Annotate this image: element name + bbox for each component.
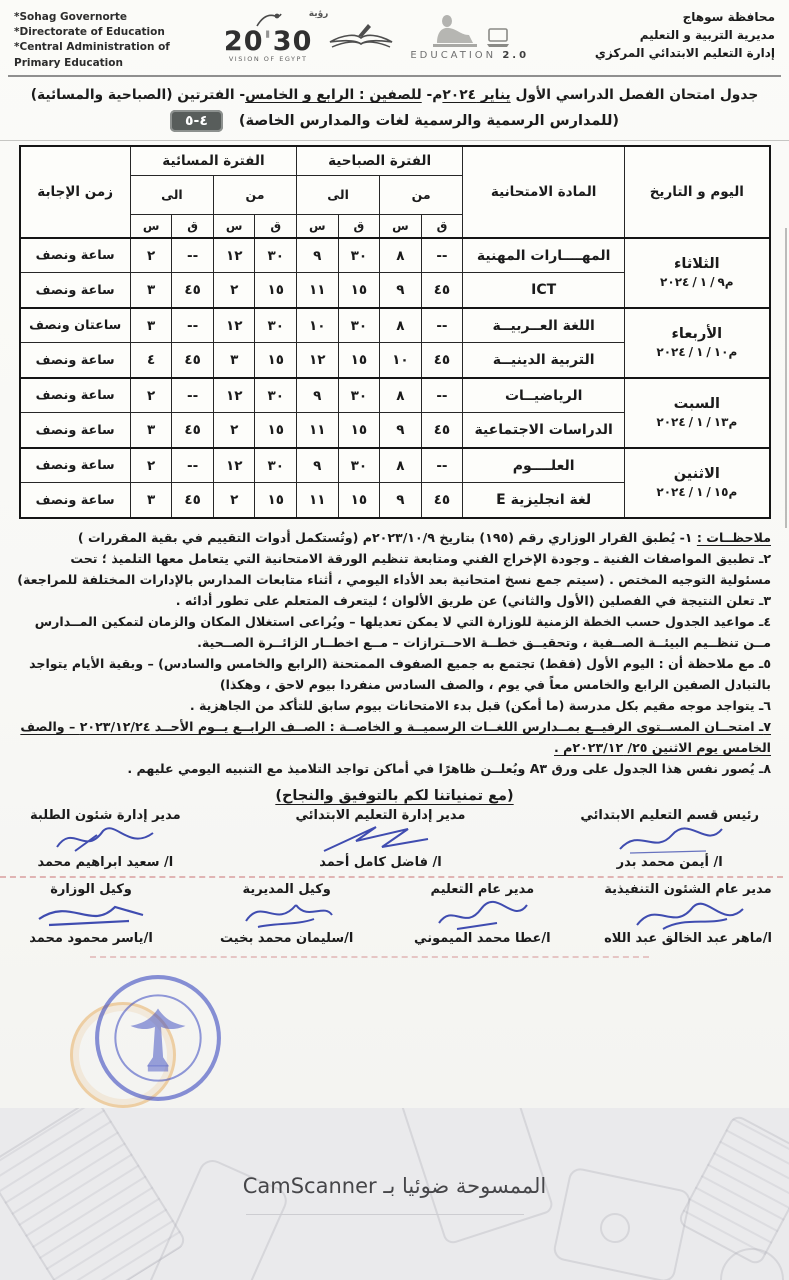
note-item: ٨ـ يُصور نفس هذا الجدول على ورق A٣ ويُعلــن ظاهرًا في أماكن تواجد التلاميذ مع التنبيه اليومي عليهم .	[127, 761, 771, 777]
time-cell: ٩	[297, 448, 339, 483]
time-cell: ١٠	[380, 343, 422, 378]
signatory-title: وكيل الوزارة	[50, 881, 132, 897]
time-cell: ٣	[130, 308, 172, 343]
time-cell: ٩	[297, 378, 339, 413]
time-cell: ٨	[380, 308, 422, 343]
signature-scribble	[232, 895, 342, 935]
signature-block	[30, 808, 181, 870]
time-cell: ٤٥	[172, 343, 214, 378]
exam-date: م٢٠٢٤ / ١ / ٩	[660, 275, 734, 290]
eagle-emblem-icon	[131, 1009, 186, 1067]
governorate-line: محافظة سوهاج	[682, 10, 775, 24]
table-row	[20, 308, 770, 343]
education-logo-text: EDUCATION 2.0	[410, 50, 530, 62]
time-cell: ٣٠	[255, 308, 297, 343]
time-cell: ١٥	[255, 273, 297, 308]
time-cell: ٣٠	[338, 308, 380, 343]
signatory-title: مدير عام التعليم	[430, 881, 535, 897]
note-item: ٢ـ تطبيق المواصفات الفنية ـ وجودة الإخراج الفني ومتابعة تنظيم الورقة الامتحانية التي يتعامل معها التلميذ ؛ تحت مسئولية التوجيه المختص . (سيتم جمع نسخ امتحانية بعد الأداء اليومي ، أثناء متابعات المدارس بالإدارات المختلفة للمراجعة)	[17, 551, 771, 587]
time-cell: ٩	[380, 273, 422, 308]
signature-scribble	[45, 821, 165, 859]
time-cell: ٤٥	[421, 483, 463, 518]
time-cell: ٢	[213, 413, 255, 448]
signatures-row-2	[0, 882, 789, 946]
header-hours: س	[130, 214, 172, 238]
time-cell: ٣٠	[338, 238, 380, 273]
header-answer-time: زمن الإجابة	[20, 146, 131, 238]
header-day-date: اليوم و التاريخ	[625, 146, 770, 238]
egypt-vision-2030-logo	[223, 9, 329, 63]
signature-scribble	[427, 895, 537, 935]
signatory-name: ا/ أيمن محمد بدر	[616, 854, 723, 870]
time-cell: ٣٠	[255, 448, 297, 483]
time-cell: ١٥	[255, 483, 297, 518]
time-cell: ١٥	[338, 343, 380, 378]
subject-cell: العلــــوم	[463, 448, 625, 483]
time-cell: --	[421, 238, 463, 273]
signature-scribble	[31, 895, 151, 935]
time-cell: --	[421, 448, 463, 483]
scribe-statue-icon	[429, 13, 481, 49]
day-date-cell: الثلاثاء م٢٠٢٤ / ١ / ٩	[625, 238, 770, 308]
answer-time-cell: ساعة ونصف	[20, 378, 131, 413]
note-item: ٧ـ امتحــان المســتوى الرفيــع بمــدارس اللغــات الرسميــة و الخاصــة : الصــف الرابــع يــوم الأحــد ٢٠٢٣/١٢/٢٤ – والصف الخامس يوم الاثنين ٢٥/ ٢٠٢٣/١٢م .	[20, 719, 771, 755]
subject-cell: الدراسات الاجتماعية	[463, 413, 625, 448]
time-cell: --	[172, 238, 214, 273]
signature-block	[212, 882, 362, 946]
notes-label: ملاحظــات :	[696, 529, 771, 545]
subject-cell: التربية الدينيــة	[463, 343, 625, 378]
scanned-by-text: الممسوحة ضوئيا بـ CamScanner	[242, 1174, 547, 1198]
signatory-title: مدير إدارة التعليم الابتدائي	[295, 807, 466, 823]
signatory-name: ا/ فاضل كامل أحمد	[319, 854, 442, 870]
exam-schedule-table	[19, 145, 771, 519]
signature-block	[16, 882, 166, 946]
time-cell: ٣	[130, 273, 172, 308]
signatory-name: ا/ياسر محمود محمد	[29, 930, 153, 946]
vision-caption: VISION OF EGYPT	[228, 55, 308, 63]
signatory-name: ا/عطا محمد الميموني	[414, 930, 551, 946]
signature-scribble	[610, 821, 730, 859]
document-subtitle-row	[0, 110, 789, 132]
table-row	[20, 378, 770, 413]
answer-time-cell: ساعة ونصف	[20, 483, 131, 518]
document-title: جدول امتحان الفصل الدراسي الأول يناير ٢٠٢٤م- للصفين : الرابع و الخامس- الفترتين (الصباحية والمسائية)	[30, 86, 759, 103]
time-cell: ١٠	[297, 308, 339, 343]
time-cell: ٨	[380, 448, 422, 483]
time-cell: ٢	[213, 273, 255, 308]
vision-2030-numbers: 20'30	[223, 26, 313, 57]
signatory-title: رئيس قسم التعليم الابتدائي	[580, 807, 759, 823]
time-cell: ٤	[130, 343, 172, 378]
signatory-name: ا/ماهر عبد الخالق عبد اللاه	[604, 930, 772, 946]
time-cell: ٤٥	[421, 273, 463, 308]
header-from: من	[380, 175, 463, 214]
time-cell: --	[172, 308, 214, 343]
document-subtitle: (للمدارس الرسمية والرسمية لغات والمدارس الخاصة)	[238, 112, 620, 129]
time-cell: --	[421, 308, 463, 343]
time-cell: ٣٠	[255, 238, 297, 273]
time-cell: ٤٥	[421, 413, 463, 448]
table-row	[20, 448, 770, 483]
scan-edge-artifact	[785, 228, 787, 528]
title-table-divider	[0, 140, 789, 141]
time-cell: ١٢	[213, 308, 255, 343]
header-to: الى	[130, 175, 213, 214]
header-morning-period: الفترة الصباحية	[297, 146, 463, 176]
answer-time-cell: ساعة ونصف	[20, 238, 131, 273]
answer-time-cell: ساعة ونصف	[20, 273, 131, 308]
header-hours: س	[380, 214, 422, 238]
note-item: ٦ـ يتواجد موجه مقيم بكل مدرسة (ما أمكن) قبل بدء الامتحانات بيوم سابق للتأكد من الجاهزية .	[189, 698, 771, 713]
subject-cell: ICT	[463, 273, 625, 308]
signature-block	[296, 808, 466, 870]
table-header-row-groups	[20, 146, 770, 176]
header-from: من	[213, 175, 296, 214]
english-letterhead: *Sohag Governorte *Directorate of Education *Central Administration of Primary Education	[14, 11, 170, 69]
signatory-title: مدير عام الشئون التنفيذية	[604, 881, 772, 897]
signature-block	[603, 882, 773, 946]
time-cell: ٨	[380, 238, 422, 273]
time-cell: ١٥	[338, 273, 380, 308]
header-hours: س	[213, 214, 255, 238]
dashed-separator	[0, 876, 783, 878]
logo-strip	[196, 8, 557, 63]
signature-block	[407, 882, 557, 946]
header-to: الى	[297, 175, 380, 214]
grade-badge: ٤-٥	[170, 110, 223, 132]
time-cell: ١٥	[338, 413, 380, 448]
day-date-cell: الأربعاء م٢٠٢٤ / ١ / ١٠	[625, 308, 770, 378]
time-cell: ٩	[380, 413, 422, 448]
time-cell: ١١	[297, 483, 339, 518]
exam-date: م٢٠٢٤ / ١ / ١٣	[656, 415, 738, 430]
time-cell: ١٢	[297, 343, 339, 378]
time-cell: ٣	[130, 483, 172, 518]
note-item: ملاحظــات : ١- يُطبق القرار الوزاري رقم (١٩٥) بتاريخ ٢٠٢٣/١٠/٩م (وتُستكمل أدوات التقييم في بقية المقررات )	[77, 529, 771, 545]
time-cell: --	[421, 378, 463, 413]
time-cell: ٣٠	[338, 448, 380, 483]
note-item: ٤ـ مواعيد الجدول حسب الخطة الزمنية للوزارة التي لا يمكن تعديلها – ويُراعى استغلال المكان والزمان لتمكين المــدارس مــن تنظــيم البيئــة الصــفية ، وتحقيــق خطــة الاحــترازات – مــع اخطــار الزائــرة الصــحية.	[34, 614, 771, 650]
time-cell: --	[172, 448, 214, 483]
answer-time-cell: ساعة ونصف	[20, 413, 131, 448]
education-2-logo	[410, 13, 529, 61]
time-cell: ٢	[130, 378, 172, 413]
signatory-name: ا/سليمان محمد بخيت	[220, 930, 354, 946]
time-cell: ١١	[297, 273, 339, 308]
document-header	[0, 0, 789, 73]
time-cell: ٩	[380, 483, 422, 518]
time-cell: ١١	[297, 413, 339, 448]
signatory-title: وكيل المديرية	[242, 881, 331, 897]
camscanner-footer	[0, 1108, 789, 1280]
note-item: ٣ـ تعلن النتيجة في الفصلين (الأول والثاني) عن طريق الألوان ؛ ليتعرف المتعلم على تطور أدائه .	[175, 593, 771, 609]
header-divider	[8, 75, 781, 77]
time-cell: ١٥	[255, 413, 297, 448]
note-item: ٥ـ مع ملاحظة أن : اليوم الأول (فقط) تجتمع به جميع الصفوف الممتحنة (الرابع والخامس والسادس) – وبقية الأيام يتواجد بالتبادل الصفين الرابع والخامس معاً في يوم ، والصف السادس منفردا بيوم لاحق ، وهكذا)	[29, 656, 771, 692]
time-cell: ٤٥	[172, 483, 214, 518]
signature-scribble	[623, 895, 753, 935]
directorate-line: مديرية التربية و التعليم	[639, 28, 775, 42]
answer-time-cell: ساعة ونصف	[20, 343, 131, 378]
header-minutes: ق	[255, 214, 297, 238]
time-cell: ٢	[130, 238, 172, 273]
closing-wishes: (مع تمنياتنا لكم بالتوفيق والنجاح)	[275, 787, 514, 804]
time-cell: ١٥	[255, 343, 297, 378]
exam-date: م٢٠٢٤ / ١ / ١٥	[656, 485, 738, 500]
arabic-letterhead	[557, 8, 775, 62]
time-cell: ١٢	[213, 238, 255, 273]
header-hours: س	[297, 214, 339, 238]
time-cell: ١٥	[338, 483, 380, 518]
dashed-separator	[90, 956, 649, 958]
day-date-cell: الاثنين م٢٠٢٤ / ١ / ١٥	[625, 448, 770, 518]
open-book-pen-icon	[324, 20, 398, 54]
circle-doodle	[720, 1248, 784, 1280]
time-cell: ٤٥	[172, 413, 214, 448]
notes-section	[16, 528, 771, 780]
time-cell: ١٢	[213, 378, 255, 413]
laptop-icon	[485, 27, 511, 49]
subject-cell: اللغة العــربيــة	[463, 308, 625, 343]
time-cell: ٢	[213, 483, 255, 518]
time-cell: ١٢	[213, 448, 255, 483]
header-minutes: ق	[338, 214, 380, 238]
official-stamp	[92, 972, 224, 1104]
table-row	[20, 238, 770, 273]
signatures-row-1	[0, 808, 789, 870]
subject-cell: الرياضيــات	[463, 378, 625, 413]
time-cell: ٩	[297, 238, 339, 273]
signatory-title: مدير إدارة شئون الطلبة	[30, 807, 181, 823]
time-cell: ٤٥	[172, 273, 214, 308]
signatory-name: ا/ سعيد ابراهيم محمد	[37, 854, 174, 870]
time-cell: ٣	[213, 343, 255, 378]
signature-block	[580, 808, 759, 870]
answer-time-cell: ساعتان ونصف	[20, 308, 131, 343]
time-cell: ٢	[130, 448, 172, 483]
header-evening-period: الفترة المسائية	[130, 146, 296, 176]
day-date-cell: السبت م٢٠٢٤ / ١ / ١٣	[625, 378, 770, 448]
time-cell: ٣٠	[255, 378, 297, 413]
time-cell: ٣	[130, 413, 172, 448]
subject-cell: المهــــارات المهنية	[463, 238, 625, 273]
signature-scribble	[316, 821, 446, 859]
time-cell: --	[172, 378, 214, 413]
time-cell: ٤٥	[421, 343, 463, 378]
subject-cell: لغة انجليزية E	[463, 483, 625, 518]
orange-stamp	[70, 1002, 176, 1108]
header-minutes: ق	[421, 214, 463, 238]
header-minutes: ق	[172, 214, 214, 238]
answer-time-cell: ساعة ونصف	[20, 448, 131, 483]
footer-underline	[246, 1214, 524, 1215]
exam-date: م٢٠٢٤ / ١ / ١٠	[656, 345, 738, 360]
administration-line: إدارة التعليم الابتدائي المركزي	[594, 46, 775, 60]
header-subject: المادة الامتحانية	[463, 146, 625, 238]
vision-arabic-label: رؤية	[308, 9, 329, 19]
time-cell: ٨	[380, 378, 422, 413]
time-cell: ٣٠	[338, 378, 380, 413]
